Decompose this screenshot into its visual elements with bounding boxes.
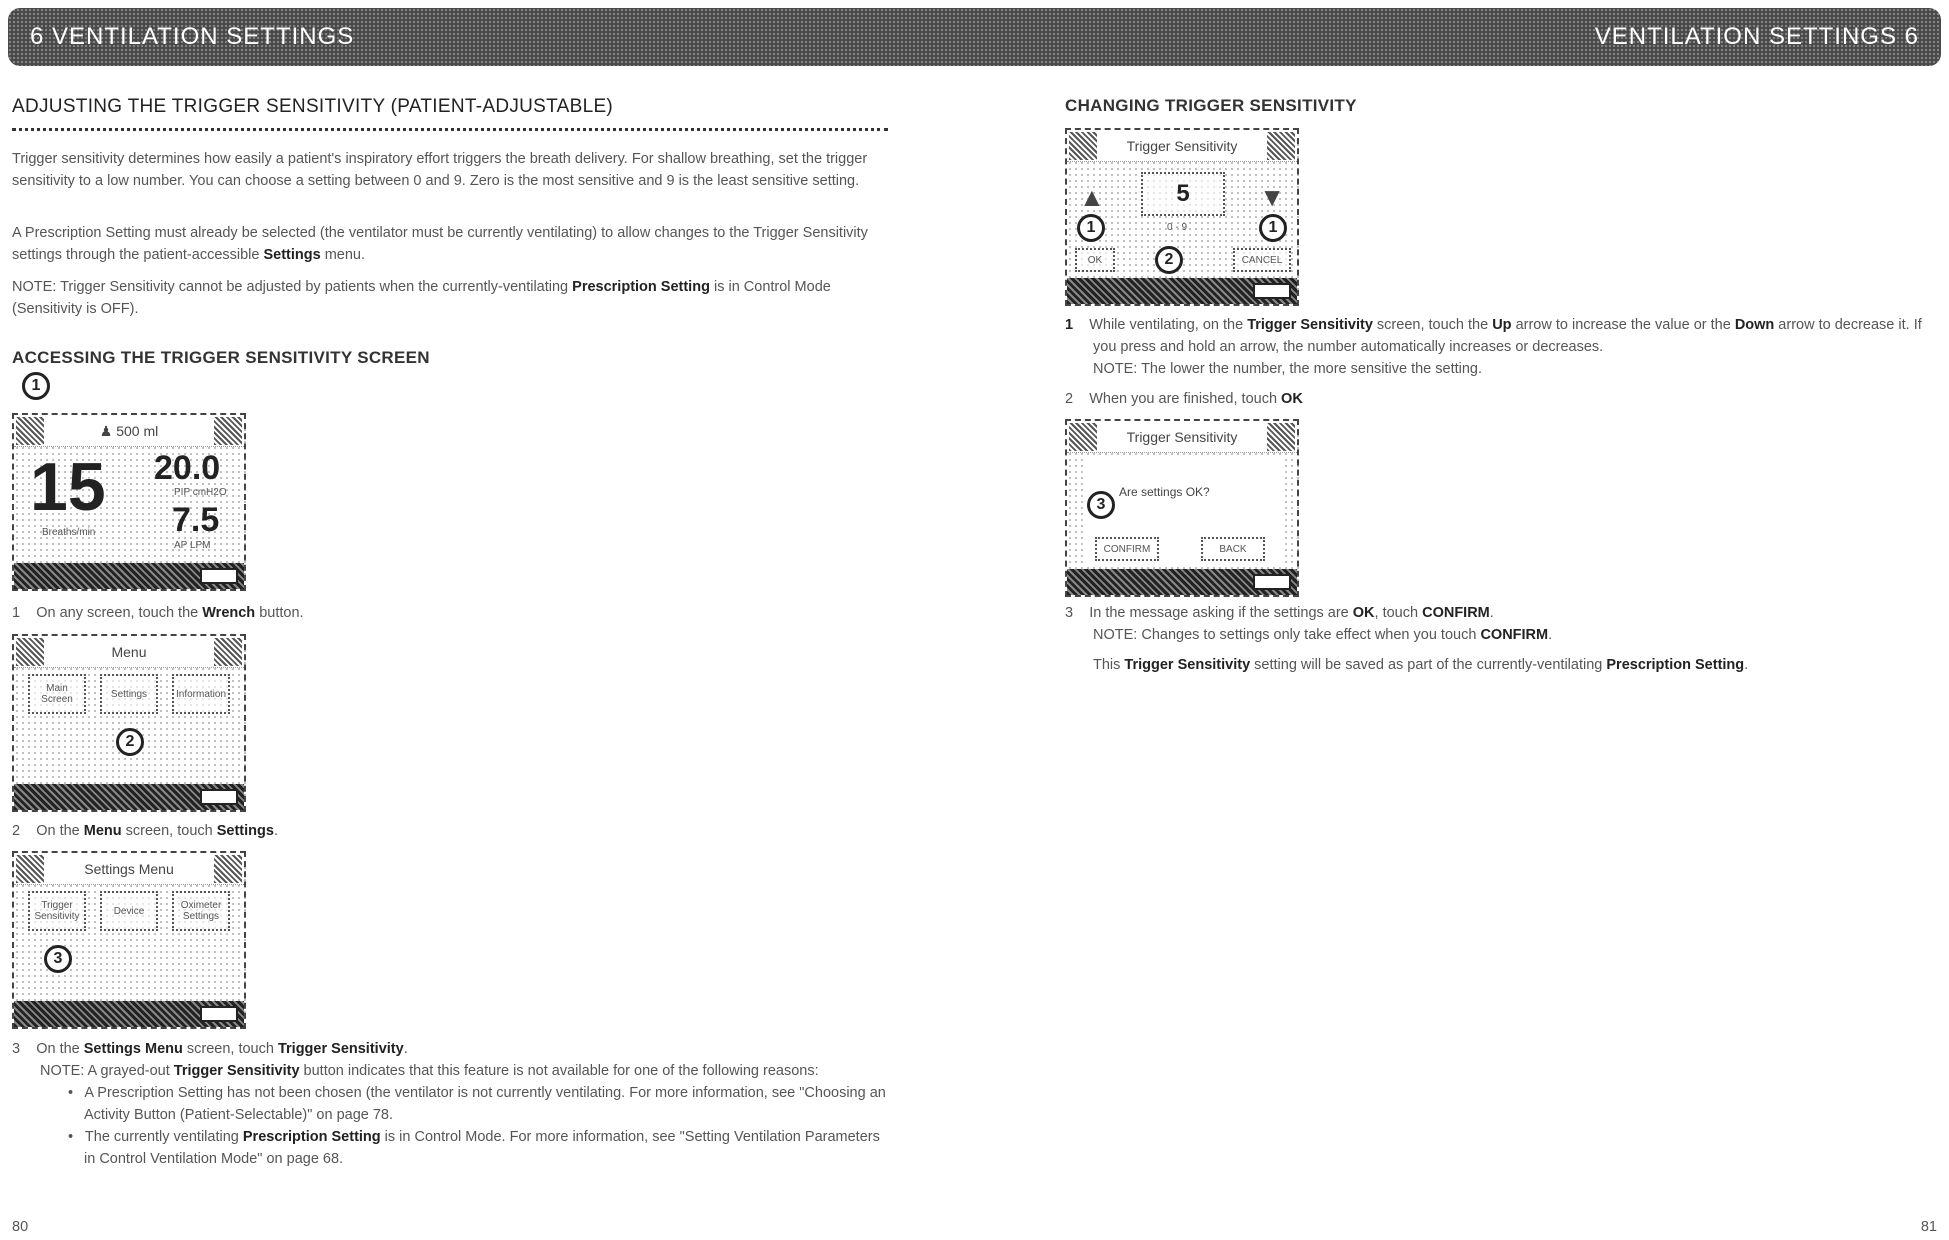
confirm-screen-title: Trigger Sensitivity [1067,421,1297,453]
settings-menu-title: Settings Menu [14,853,244,885]
step-1: 1 On any screen, touch the Wrench button. [12,602,304,624]
oximeter-button[interactable]: Oximeter Settings [172,891,230,931]
page-number-left: 80 [12,1216,28,1238]
chapter-title-right: VENTILATION SETTINGS 6 [1595,23,1919,51]
section-divider [12,128,888,131]
person-icon: ♟ [100,423,113,439]
step-2: 2 On the Menu screen, touch Settings. [12,820,278,842]
callout-3: 3 [1087,491,1115,519]
trigger-screen-title: Trigger Sensitivity [1067,130,1297,162]
right-note-1: NOTE: The lower the number, the more sensitive the setting. [1065,358,1925,380]
battery-icon [1253,574,1291,590]
chapter-title-left: 6 VENTILATION SETTINGS [30,23,354,51]
menu-screen-image [12,634,246,812]
final-paragraph: This Trigger Sensitivity setting will be saved as part of the currently-ventilating Prescription Setting. [1065,654,1925,676]
device-button[interactable]: Device [100,891,158,931]
back-icon [16,855,44,883]
intro-paragraph: Trigger sensitivity determines how easily a patient's inspiratory effort triggers the breath delivery. For shallow breathing, set the trigger sensitivity to a low number. You can choose a setting between 0 and 9. Zero is the most sensitive and 9 is the least sensitive setting. [12,148,892,192]
subsection-title: ACCESSING THE TRIGGER SENSITIVITY SCREEN [12,348,430,368]
right-step-1: 1 While ventilating, on the Trigger Sensitivity screen, touch the Up arrow to increase the value or the Down arrow to decrease it. If you press and hold an arrow, the number automatically increases or decreases. NOTE: The lower the number, the more sensitive the setting. 2 When you are finished, touch OK [1065,314,1925,410]
right-note-3: NOTE: Changes to settings only take effect when you touch CONFIRM. [1065,624,1925,646]
information-button[interactable]: Information [172,674,230,714]
pip-label: PIP cmH2O [174,487,227,499]
right-step-3: 3 In the message asking if the settings are OK, touch CONFIRM. NOTE: Changes to settings only take effect when you touch CONFIRM. This Trigger Sensitivity setting will be saved as part of the currently-ventilating Prescription Setting. [1065,602,1925,676]
page-number-right: 81 [1921,1216,1937,1238]
right-step-2: 2 When you are finished, touch OK [1065,388,1925,410]
trigger-sensitivity-screen-image [1065,128,1299,306]
flow-label: AP LPM [174,540,211,552]
main-screen-button[interactable]: Main Screen [28,674,86,714]
confirm-screen-image [1065,419,1299,597]
confirm-message: Are settings OK? [1119,485,1210,499]
back-icon [1069,132,1097,160]
lock-icon [214,417,242,445]
sensitivity-value: 5 [1141,172,1225,216]
right-section-title: CHANGING TRIGGER SENSITIVITY [1065,96,1357,116]
callout-1-up: 1 [1077,214,1105,242]
note-paragraph: NOTE: Trigger Sensitivity cannot be adjusted by patients when the currently-ventilating Prescription Setting is in Control Mode (Sensitivity is OFF). [12,276,892,320]
note-grayed-out: NOTE: A grayed-out Trigger Sensitivity button indicates that this feature is not available for one of the following reasons: [12,1060,892,1082]
ok-button[interactable]: OK [1075,248,1115,272]
cancel-button[interactable]: CANCEL [1233,248,1291,272]
callout-3: 3 [44,945,72,973]
bullet-item: • A Prescription Setting has not been chosen (the ventilator is not currently ventilating. For more information, see "Choosing an Activity Button (Patient-Selectable)" on page 78. [68,1082,892,1126]
settings-menu-screen-image [12,851,246,1029]
breath-rate-value: 15 [30,453,106,521]
lock-icon [214,855,242,883]
flow-value: 7.5 [172,503,219,537]
up-arrow-icon[interactable]: ▲ [1079,182,1105,213]
settings-button[interactable]: Settings [100,674,158,714]
sensitivity-range: 0 - 9 [1167,222,1187,234]
main-screen-image [12,413,246,591]
trigger-sensitivity-button[interactable]: Trigger Sensitivity [28,891,86,931]
callout-2: 2 [1155,246,1183,274]
battery-icon [200,789,238,805]
step-3: 3 On the Settings Menu screen, touch Trigger Sensitivity. NOTE: A grayed-out Trigger Sensitivity button indicates that this feature is not available for one of the following reasons: • A Prescription Setting has not been chosen (the ventilator is not currently ventilating. For more information, see "Choosing an Activity Button (Patient-Selectable)" on page 78. • The currently ventilating Prescription Setting is in Control Mode. For more information, see "Setting Ventilation Parameters in Control Ventilation Mode" on page 68. [12,1038,892,1170]
battery-icon [200,568,238,584]
section-title: ADJUSTING THE TRIGGER SENSITIVITY (PATIENT-ADJUSTABLE) [12,96,613,118]
menu-screen-title: Menu [14,636,244,668]
chapter-header-bar [8,8,1941,66]
back-icon [1069,423,1097,451]
battery-icon [1253,283,1291,299]
bullet-item: • The currently ventilating Prescription Setting is in Control Mode. For more information, see "Setting Ventilation Parameters in Control Ventilation Mode" on page 68. [68,1126,892,1170]
callout-1-down: 1 [1259,214,1287,242]
lock-icon [1267,132,1295,160]
home-icon [16,638,44,666]
callout-1: 1 [22,372,50,400]
status-header: ♟ 500 ml [14,415,244,447]
callout-2: 2 [116,728,144,756]
confirm-button[interactable]: CONFIRM [1095,537,1159,561]
wrench-icon [16,417,44,445]
prescription-paragraph: A Prescription Setting must already be selected (the ventilator must be currently ventilating) to allow changes to the Trigger Sensitivity settings through the patient-accessible Settings menu. [12,222,892,266]
pip-value: 20.0 [154,451,220,485]
lock-icon [214,638,242,666]
battery-icon [200,1006,238,1022]
down-arrow-icon[interactable]: ▼ [1259,182,1285,213]
back-button[interactable]: BACK [1201,537,1265,561]
breath-rate-label: Breaths/min [42,527,95,539]
lock-icon [1267,423,1295,451]
